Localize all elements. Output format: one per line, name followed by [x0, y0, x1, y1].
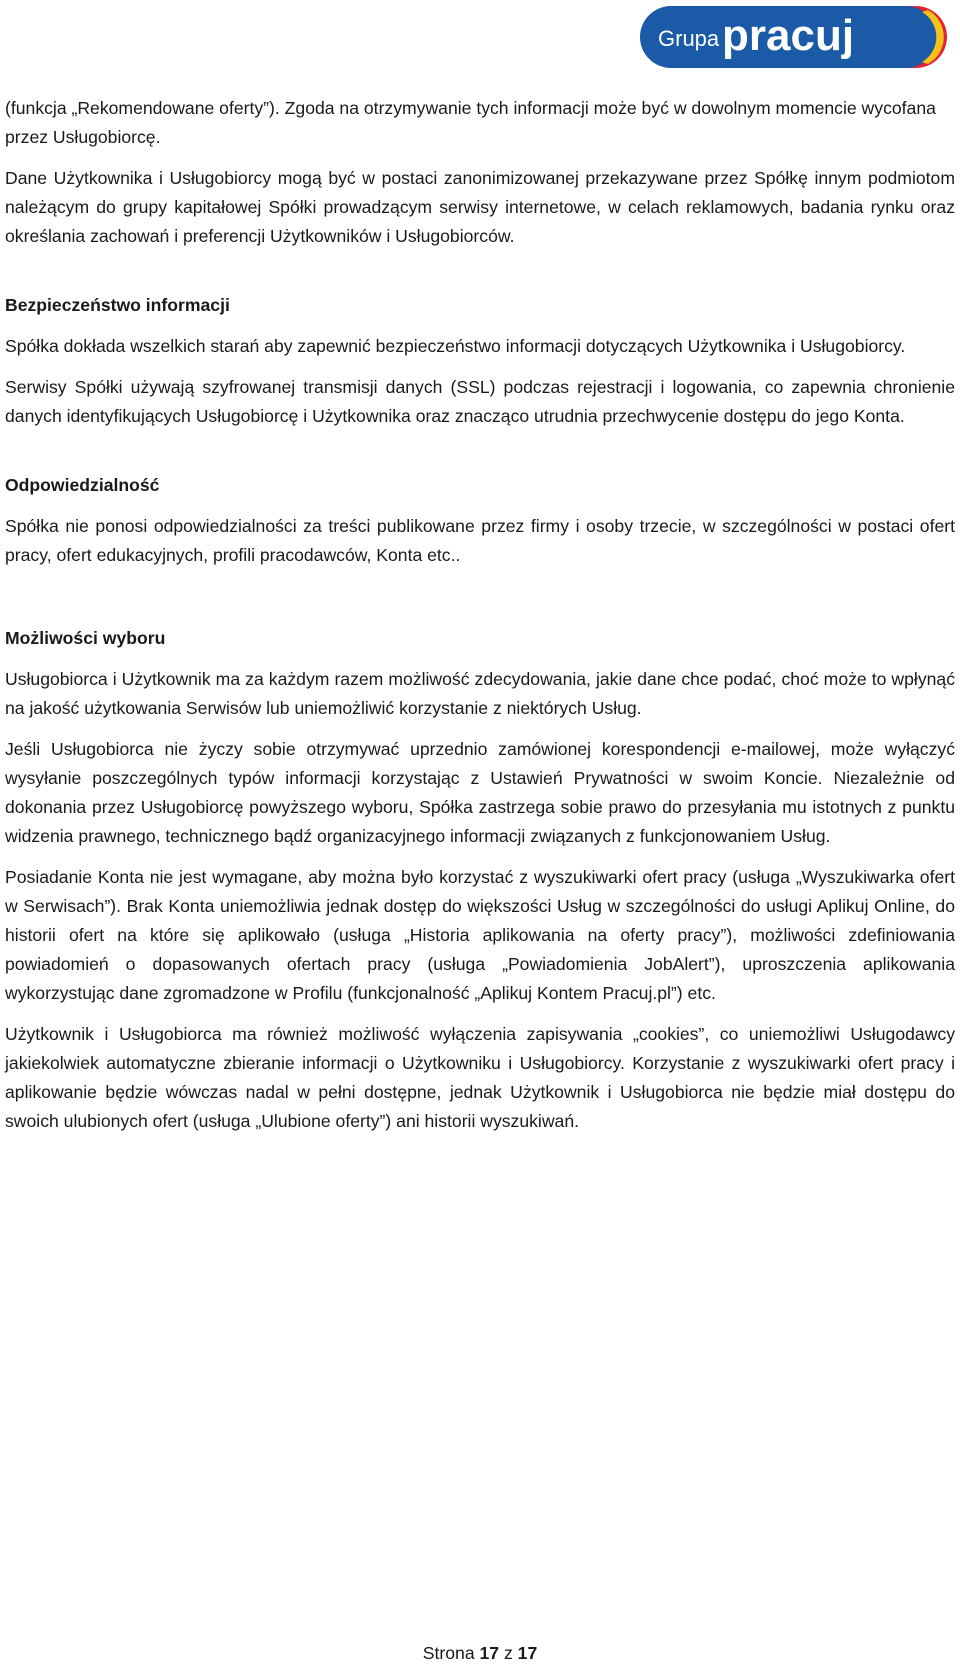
- paragraph-security-1: Spółka dokłada wszelkich starań aby zapewnić bezpieczeństwo informacji dotyczących Użytkownika i Usługobiorcy.: [5, 336, 906, 356]
- page-number-total: 17: [517, 1643, 538, 1663]
- paragraph-choice-4: Użytkownik i Usługobiorca ma również możliwość wyłączenia zapisywania „cookies”, co uniemożliwi Usługodawcy jakiekolwiek automatyczne zbieranie informacji o Użytkowniku i Usługobiorcy. Korzystanie z wyszukiwarki ofert pracy i aplikowanie będzie wówczas nadal w pełni dostępne, jednak Użytkownik i Usługobiorca nie będzie miał dostępu do swoich ulubionych ofert (usługa „Ulubione oferty”) ani historii wyszukiwań.: [5, 1024, 955, 1131]
- paragraph-choice-1: Usługobiorca i Użytkownik ma za każdym razem możliwość zdecydowania, jakie dane chce podać, choć może to wpłynąć na jakość użytkowania Serwisów lub uniemożliwić korzystanie z niektórych Usług.: [5, 669, 955, 718]
- page-number: [0, 1641, 960, 1665]
- document-body: [5, 94, 955, 1148]
- paragraph-liability-1: Spółka nie ponosi odpowiedzialności za treści publikowane przez firmy i osoby trzecie, w szczególności w postaci ofert pracy, ofert edukacyjnych, profili pracodawców, Konta etc..: [5, 516, 955, 565]
- spacer: [5, 263, 955, 291]
- page-number-separator: z: [503, 1643, 513, 1663]
- paragraph-choice-3: Posiadanie Konta nie jest wymagane, aby można było korzystać z wyszukiwarki ofert pracy (usługa „Wyszukiwarka ofert w Serwisach”). Brak Konta uniemożliwia jednak dostęp do większości Usług w szczególności do usługi Aplikuj Online, do historii ofert na które się aplikowało (usługa „Historia aplikowania na oferty pracy”), możliwości zdefiniowania powiadomień o dopasowanych ofertach pracy (usługa „Powiadomienia JobAlert”), uproszczenia aplikowania wykorzystując dane zgromadzone w Profilu (funkcjonalność „Aplikuj Kontem Pracuj.pl”) etc.: [5, 867, 955, 1003]
- page-number-current: 17: [479, 1643, 500, 1663]
- paragraph-anonymized-data: Dane Użytkownika i Usługobiorcy mogą być w postaci zanonimizowanej przekazywane przez Spółkę innym podmiotom należącym do grupy kapitałowej Spółki prowadzącym serwisy internetowe, w celach reklamowych, badania rynku oraz określania zachowań i preferencji Użytkowników i Usługobiorców.: [5, 168, 955, 246]
- spacer: [5, 443, 955, 471]
- logo-text-pracuj: pracuj: [722, 11, 855, 60]
- paragraph-security-2: Serwisy Spółki używają szyfrowanej transmisji danych (SSL) podczas rejestracji i logowania, co zapewnia chronienie danych identyfikujących Usługobiorcę i Użytkownika oraz znacząco utrudnia przechwycenie dostępu do jego Konta.: [5, 377, 955, 426]
- heading-choice: Możliwości wyboru: [5, 628, 166, 648]
- page-number-prefix: Strona: [422, 1643, 475, 1663]
- spacer: [5, 582, 955, 624]
- paragraph-consent: (funkcja „Rekomendowane oferty”). Zgoda na otrzymywanie tych informacji może być w dowolnym momencie wycofana przez Usługobiorcę.: [5, 98, 936, 147]
- paragraph-choice-2: Jeśli Usługobiorca nie życzy sobie otrzymywać uprzednio zamówionej korespondencji e-mailowej, może wyłączyć wysyłanie poszczególnych typów informacji korzystając z Ustawień Prywatności w swoim Koncie. Niezależnie od dokonania przez Usługobiorcę powyższego wyboru, Spółka zastrzega sobie prawo do przesyłania mu istotnych z punktu widzenia prawnego, technicznego bądź organizacyjnego informacji związanych z funkcjonowaniem Usług.: [5, 739, 955, 846]
- heading-liability: Odpowiedzialność: [5, 475, 160, 495]
- heading-security: Bezpieczeństwo informacji: [5, 295, 230, 315]
- grupa-pracuj-logo: [640, 2, 956, 72]
- logo-text-grupa: Grupa: [658, 26, 720, 51]
